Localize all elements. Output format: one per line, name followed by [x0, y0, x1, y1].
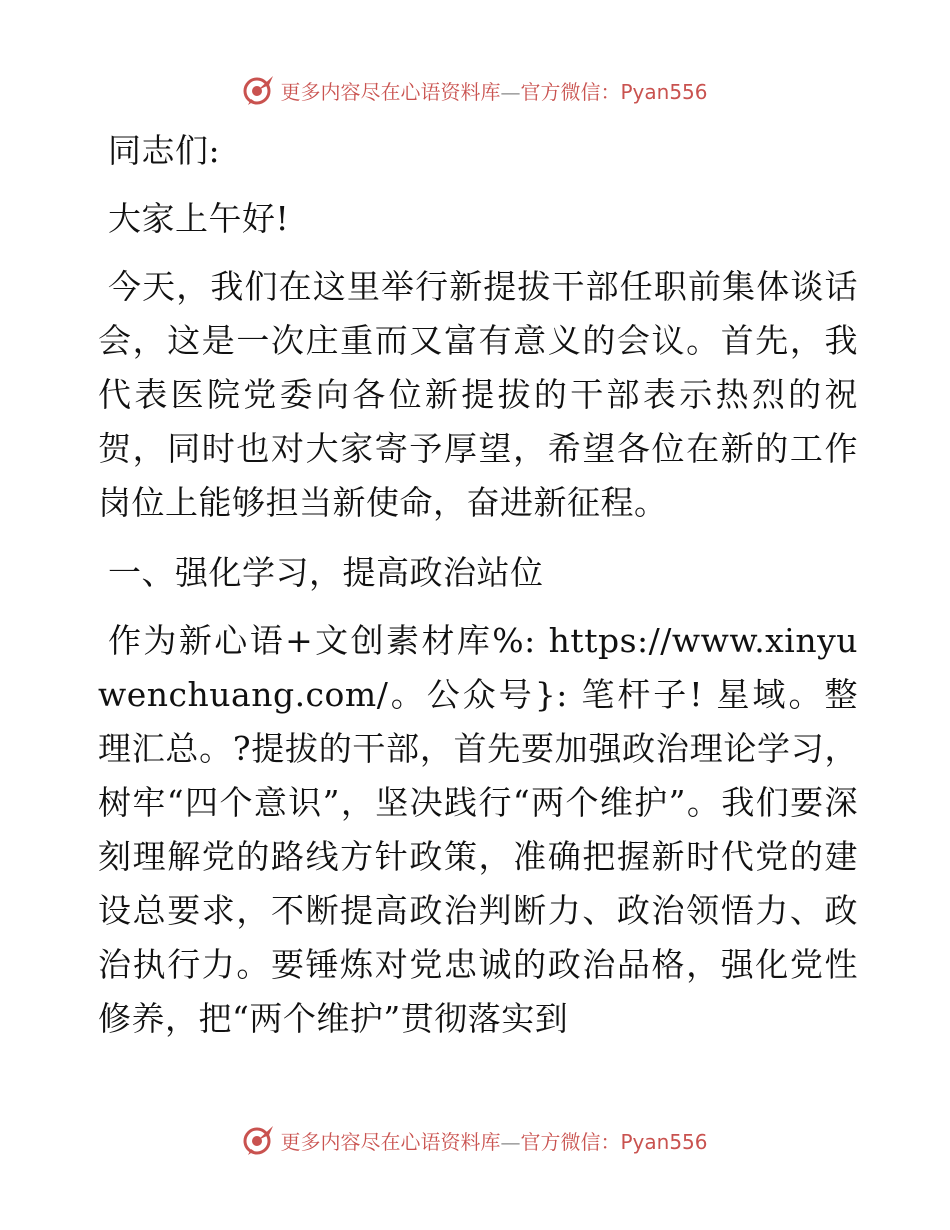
banner-wechat-label: 官方微信： — [520, 1129, 621, 1154]
banner-separator: — — [500, 79, 521, 104]
logo-icon — [242, 73, 276, 107]
section-heading: 一、强化学习，提高政治站位 — [108, 553, 544, 592]
intro-paragraph: 今天，我们在这里举行新提拔干部任职前集体谈话会，这是一次庄重而又富有意义的会议。首先，我代表医院党委向各位新提拔的干部表示热烈的祝贺，同时也对大家寄予厚望，希望各位在新的工作岗位上能够担当新使命，奋进新征程。 — [98, 267, 858, 522]
footer-banner — [0, 1120, 950, 1160]
banner-text: 更多内容尽在心语资料库 — [280, 1129, 501, 1154]
banner-wechat-id: Pyan556 — [620, 79, 708, 104]
banner-wechat-label: 官方微信： — [520, 79, 621, 104]
salutation: 同志们: — [108, 131, 221, 170]
banner-separator: — — [500, 1129, 521, 1154]
banner-text: 更多内容尽在心语资料库 — [280, 79, 501, 104]
section-body-paragraph: 作为新心语+文创素材库%: https://www.xinyuwenchuang.com/。公众号}: 笔杆子! 星域。整理汇总。?提拔的干部，首先要加强政治理论学习，树牢“四个意识”，坚决践行“两个维护”。我们要深刻理解党的路线方针政策，准确把握新时代党的建设总要求，不断提高政治判断力、政治领悟力、政治执行力。要锤炼对党忠诚的政治品格，强化党性修养，把“两个维护”贯彻落实到 — [98, 621, 858, 1038]
banner-text-group — [280, 76, 707, 105]
banner-text-group — [280, 1126, 707, 1155]
greeting: 大家上午好! — [108, 199, 290, 238]
logo-icon — [242, 1123, 276, 1157]
banner-wechat-id: Pyan556 — [620, 1129, 708, 1154]
header-banner — [0, 70, 950, 110]
document-body — [98, 124, 858, 1052]
